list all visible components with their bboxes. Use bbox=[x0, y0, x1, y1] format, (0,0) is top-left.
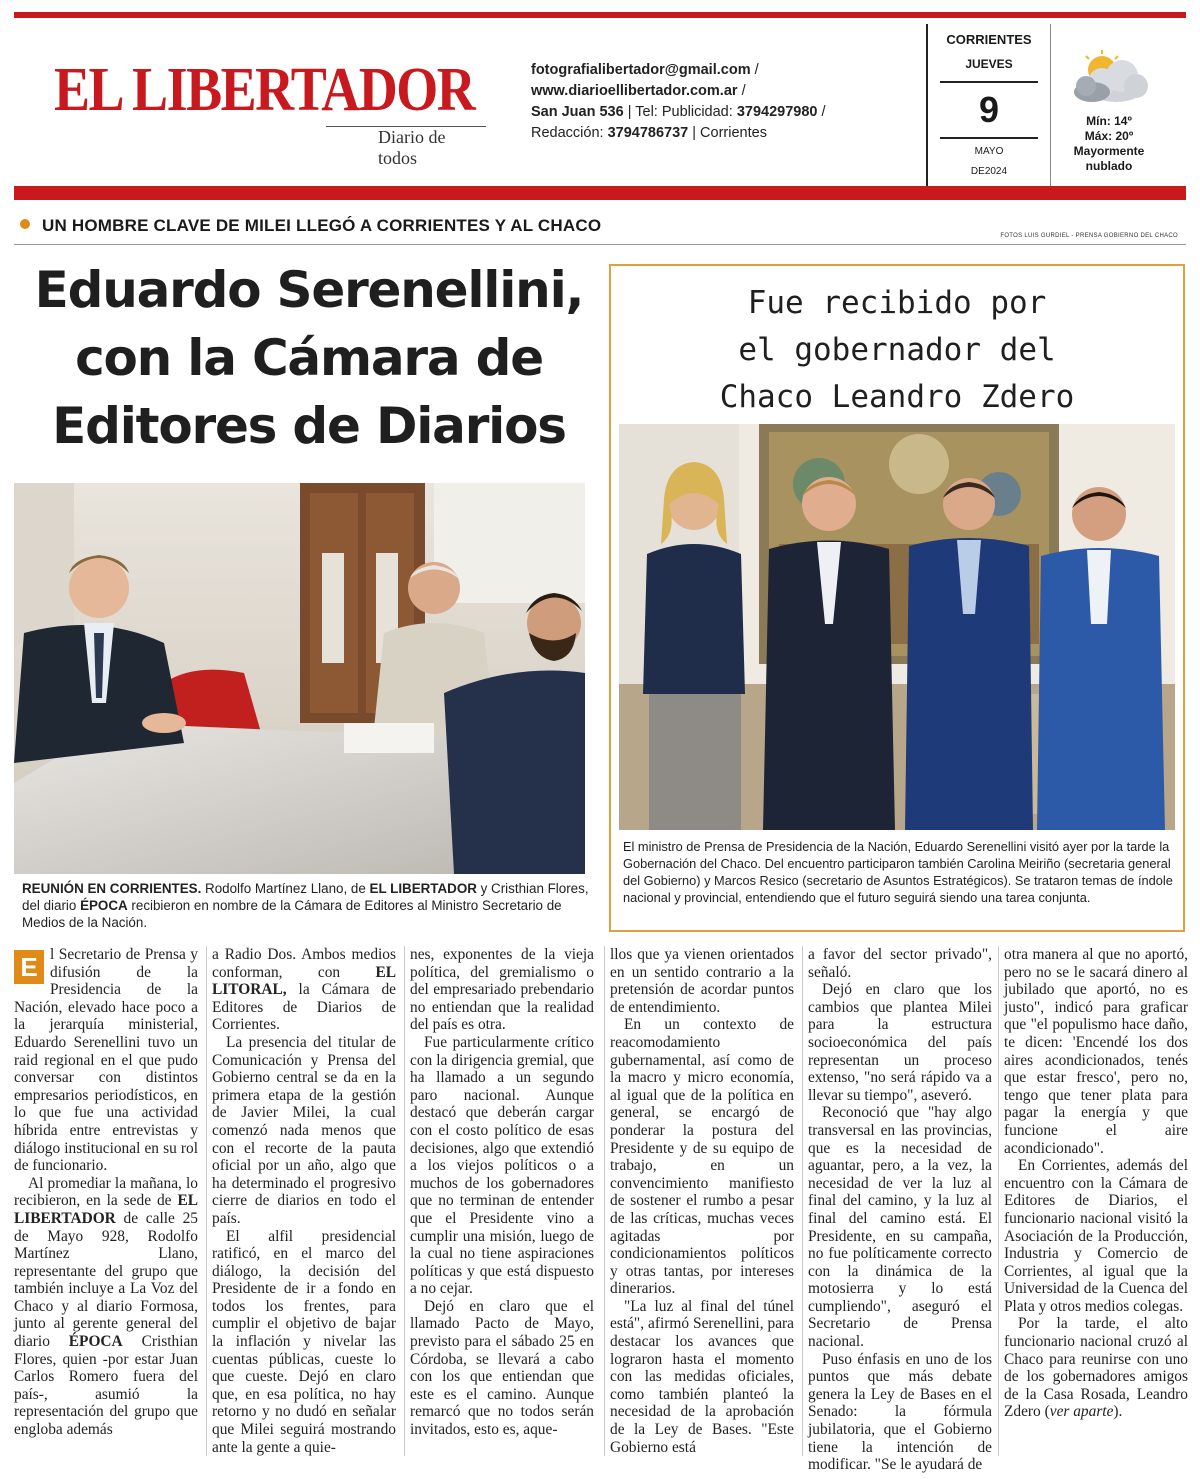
caption-text: Rodolfo Martínez Llano, de bbox=[201, 881, 370, 896]
contact-pub-label: | Tel: Publicidad: bbox=[623, 104, 737, 120]
text-bold: EL LITORAL, bbox=[212, 963, 396, 999]
caption-bold: ÉPOCA bbox=[80, 898, 128, 913]
caption-text: y Cristhian Flores, del diario bbox=[22, 881, 589, 913]
date-weekday: JUEVES bbox=[965, 57, 1013, 71]
sidebar-headline-line-2: el gobernador del bbox=[738, 332, 1056, 368]
paragraph: Dejó en claro que los cambios que plantea Milei para la estructura socioeconómica del país representan un proceso extenso, "no será rápido va a llevar su tiempo", aseveró. bbox=[808, 981, 992, 1104]
weather-max: Máx: 20º bbox=[1084, 129, 1134, 143]
main-photo-caption bbox=[22, 880, 597, 931]
date-year: DE2024 bbox=[970, 166, 1008, 177]
column-5 bbox=[808, 946, 992, 1474]
logo-tagline: Diario de todos bbox=[326, 126, 486, 169]
headline-line-3: Editores de Diarios bbox=[52, 397, 566, 455]
column-6 bbox=[1004, 946, 1188, 1421]
paragraph bbox=[212, 946, 396, 1034]
contact-newsroom-label: Redacción: bbox=[531, 125, 608, 141]
text-run: la Cámara de Editores de Diarios de Corrientes. bbox=[212, 981, 396, 1034]
paragraph: En un contexto de reacomodamiento gubernamental, así como de la macro y micro economía, al igual que de la política en general, se encargó de ponderar la postura del Presidente y de su equipo de trabajo, en un convencimiento manifiesto de sostener el rumbo a pesar de las críticas, muchas veces agitadas por condicionamientos políticos y otras tantas, por intereses dinerarios. bbox=[610, 1016, 794, 1298]
caption-bold: EL LIBERTADOR bbox=[369, 881, 477, 896]
contact-pub-phone: 3794297980 bbox=[736, 104, 818, 120]
section-kicker bbox=[20, 216, 601, 236]
text-run: a Radio Dos. Ambos medios conforman, con bbox=[212, 946, 396, 981]
paragraph: llos que ya vienen orientados en un sentido contrario a la pretensión de acordar puntos de entendimiento. bbox=[610, 946, 794, 1016]
contact-newsroom-phone: 3794786737 bbox=[607, 125, 689, 141]
weather-desc-1: Mayormente bbox=[1073, 144, 1145, 158]
photo-credit: FOTOS LUIS GURDIEL - PRENSA GOBIERNO DEL CHACO bbox=[1000, 233, 1178, 239]
contact-email[interactable]: fotografialibertador@gmail.com bbox=[531, 62, 751, 78]
kicker-text: UN HOMBRE CLAVE DE MILEI LLEGÓ A CORRIENTES Y AL CHACO bbox=[42, 216, 602, 235]
text-bold: EL LIBERTADOR bbox=[14, 1192, 198, 1227]
sidebar-headline-line-1: Fue recibido por bbox=[747, 285, 1047, 321]
headline-line-2: con la Cámara de bbox=[75, 329, 543, 387]
sidebar-headline-line-3: Chaco Leandro Zdero bbox=[719, 379, 1075, 415]
text-run: de calle 25 de Mayo 928, Rodolfo Martínez Llano, representante del grupo que también incluye a La Voz del Chaco y al diario Formosa, junto al gerente general del diario bbox=[14, 1209, 198, 1351]
column-divider bbox=[998, 946, 999, 1456]
column-divider bbox=[604, 946, 605, 1456]
date-city: CORRIENTES bbox=[946, 32, 1032, 47]
separator: / bbox=[817, 104, 826, 120]
dropcap: E bbox=[14, 950, 44, 984]
sidebar-box bbox=[609, 264, 1185, 932]
paragraph: l Secretario de Prensa y difusión de la Presidencia de la Nación, elevado hace poco a la jerarquía ministerial, Eduardo Serenellini tuvo un raid regional en el que pudo conversar con distintos empresarios periodísticos, en lo que fue una actividad híbrida entre entrevistas y diálogo institucional en su rol de funcionario. bbox=[14, 946, 198, 1175]
contact-block bbox=[531, 60, 826, 144]
text-run: Al promediar la mañana, lo recibieron, en la sede de bbox=[14, 1174, 198, 1210]
paragraph bbox=[1004, 1315, 1188, 1421]
text-run: ). bbox=[1113, 1403, 1123, 1421]
column-4 bbox=[610, 946, 794, 1456]
weather-desc-2: nublado bbox=[1085, 159, 1133, 173]
date-day-number: 9 bbox=[940, 81, 1038, 139]
sidebar-headline bbox=[611, 280, 1183, 421]
column-divider bbox=[802, 946, 803, 1456]
paragraph bbox=[14, 1175, 198, 1439]
text-bold: ÉPOCA bbox=[68, 1333, 123, 1351]
logo-wordmark: EL LIBERTADOR bbox=[54, 54, 475, 124]
caption-lead: REUNIÓN EN CORRIENTES. bbox=[22, 881, 202, 896]
paragraph: Dejó en claro que el llamado Pacto de Mayo, previsto para el sábado 25 en Córdoba, se llevará a cabo con los que entiendan que este es el camino. Aunque remarcó que no todos serán invitados, esto es, aque- bbox=[410, 1297, 594, 1439]
paragraph: otra manera al que no aportó, pero no se le sacará dinero al jubilado que aportó, no es justo", indicó para graficar que "el populismo hace daño, te dicen: 'Encendé los dos aires acondicionados, tenés que estar fresco', pero no, tengo que tener plata para pagar la energía y que funcione el aire acondicionado". bbox=[1004, 946, 1188, 1157]
contact-city: | Corrientes bbox=[688, 125, 767, 141]
paragraph: El alfil presidencial ratificó, en el marco del diálogo, la decisión del Presidente de ir a fondo en todos los frentes, para cumplir el objetivo de bajar la inflación y nivelar las cuentas públicas, cueste lo que cueste. Dejó en claro que, en esa política, no hay retorno y no dudó en señalar que Milei seguirá mostrando ante la gente a quie- bbox=[212, 1227, 396, 1456]
column-3 bbox=[410, 946, 594, 1439]
column-2 bbox=[212, 946, 396, 1456]
paragraph: "La luz al final del túnel está", afirmó Serenellini, para destacar los avances que lograron hasta el momento con las medidas oficiales, como también planteó la necesidad de la aprobación de la Ley de Bases. "Este Gobierno está bbox=[610, 1297, 794, 1456]
headline-line-1: Eduardo Serenellini, bbox=[34, 261, 584, 319]
paragraph: En Corrientes, además del encuentro con la Cámara de Editores de Diarios, el funcionario nacional visitó la Asociación de la Producción, Industria y Comercio de Corrientes, al igual que la Universidad de la Cuenca del Plata y otros medios colegas. bbox=[1004, 1157, 1188, 1315]
bullet-icon bbox=[20, 219, 30, 229]
partly-cloudy-icon bbox=[1064, 48, 1154, 106]
text-run: Cristhian Flores, quien -por estar Juan Carlos Romero fuera del país-, asumió la representación del grupo que engloba además bbox=[14, 1333, 198, 1439]
sidebar-caption: El ministro de Prensa de Presidencia de la Nación, Eduardo Serenellini visitó ayer por la tarde la Gobernación del Chaco. Del encuentro participaron también Carolina Meiriño (secretaria general del Gobierno) y Marcos Resico (secretario de Asuntos Estratégicos). Se trataron temas de índole nacional y provincial, entendiendo que el futuro seguirá siendo una tarea conjunta. bbox=[623, 839, 1173, 905]
contact-website[interactable]: www.diarioellibertador.com.ar bbox=[531, 83, 738, 99]
paragraph: a favor del sector privado", señaló. bbox=[808, 946, 992, 981]
paragraph: Puso énfasis en uno de los puntos que más debate genera la Ley de Bases en el Senado: la fórmula jubilatoria, que el Gobierno tiene la intención de modificar. "Se le ayudará de bbox=[808, 1350, 992, 1474]
newspaper-logo[interactable] bbox=[54, 54, 475, 168]
masthead-red-bar bbox=[14, 186, 1186, 200]
governor-photo bbox=[619, 424, 1175, 830]
article-body bbox=[14, 946, 1188, 1474]
column-divider bbox=[404, 946, 405, 1456]
meeting-photo bbox=[14, 483, 585, 874]
column-divider bbox=[206, 946, 207, 1456]
separator: / bbox=[737, 83, 746, 99]
masthead bbox=[14, 18, 1186, 186]
column-1 bbox=[14, 946, 198, 1439]
separator: / bbox=[750, 62, 759, 78]
weather-box bbox=[1050, 48, 1168, 174]
paragraph: nes, exponentes de la vieja política, del gremialismo o del empresariado prebendario no entiendan que la realidad del país es otra. bbox=[410, 946, 594, 1034]
text-run: Por la tarde, el alto funcionario nacional cruzó al Chaco para reunirse con uno de los gobernadores amigos de la Casa Rosada, Leandro Zdero ( bbox=[1004, 1315, 1188, 1421]
paragraph: Reconoció que "hay algo transversal en las provincias, que es la necesidad de aguantar, pero, a la vez, la necesidad de ver la luz al final del camino, y la luz al final del camino está. El Presidente, en su campaña, no fue políticamente correcto con la dinámica de la motosierra y lo está cumpliendo", aseguró el Secretario de Prensa nacional. bbox=[808, 1104, 992, 1351]
main-headline bbox=[14, 256, 604, 460]
kicker-rule bbox=[14, 244, 1186, 245]
weather-min: Mín: 14º bbox=[1086, 114, 1132, 128]
date-box bbox=[926, 24, 1051, 188]
paragraph: Fue particularmente crítico con la dirigencia gremial, que ha llamado a un segundo paro nacional. Aunque destacó que deberán cargar con el costo político de esas decisiones, algo que extendió a los viejos políticos o a muchos de los gobernadores que no terminan de entender que el Presidente vino a cumplir una misión, luego de la cual no tiene aspiraciones políticas y que está dispuesto a no cejar. bbox=[410, 1033, 594, 1298]
paragraph: La presencia del titular de Comunicación y Prensa del Gobierno central se da en la primera etapa de la gestión de Javier Milei, la cual comenzó nada menos que con el recorte de la pauta oficial por un año, algo que ha determinado el progresivo cierre de diarios en todo el país. bbox=[212, 1033, 396, 1227]
see-aside-link[interactable]: ver aparte bbox=[1049, 1403, 1114, 1421]
caption-text: recibieron en nombre de la Cámara de Editores al Ministro Secretario de Medios de la Nación. bbox=[22, 898, 562, 930]
date-month: MAYO bbox=[974, 146, 1004, 157]
contact-address: San Juan 536 bbox=[531, 104, 624, 120]
